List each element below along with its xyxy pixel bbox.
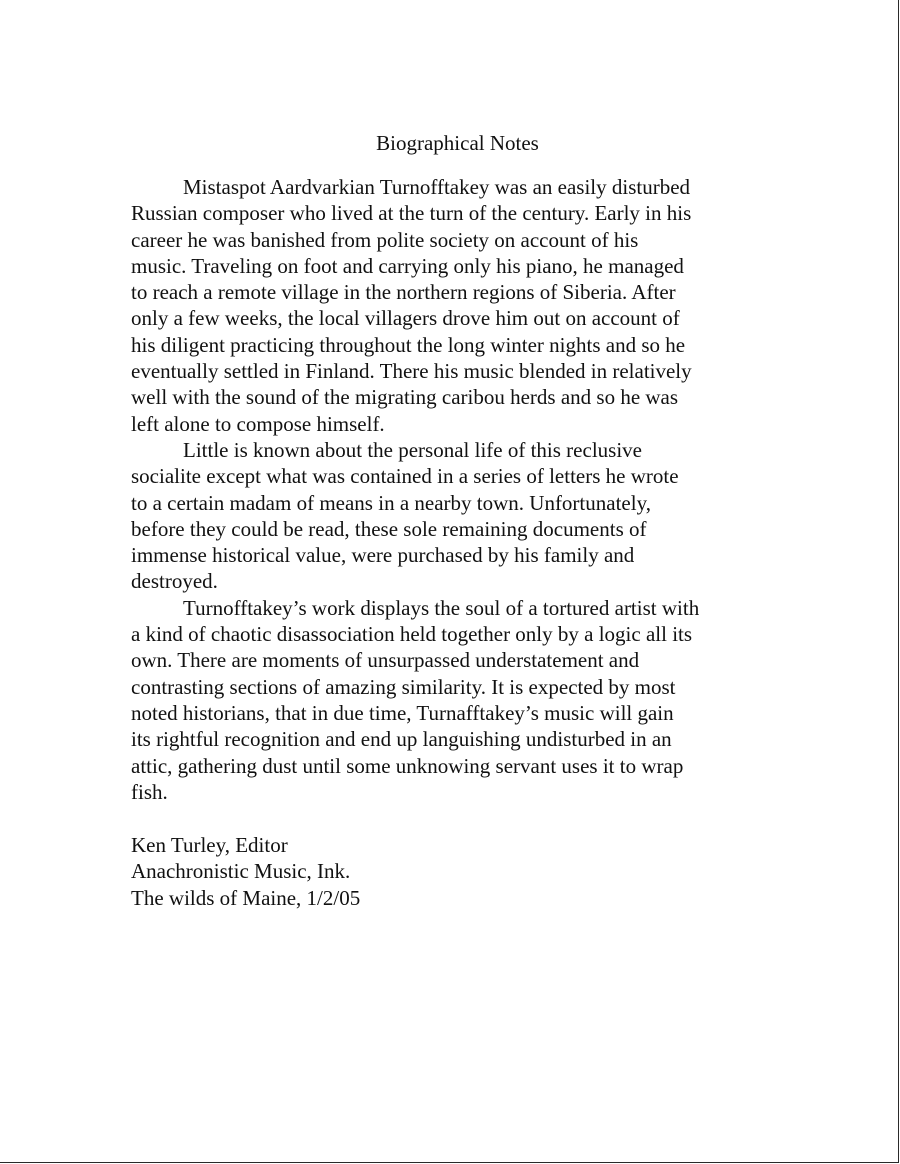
text-line: eventually settled in Finland. There his music blended in relatively: [131, 359, 692, 384]
text-line: music. Traveling on foot and carrying only his piano, he managed: [131, 253, 684, 278]
text-line: to a certain madam of means in a nearby town. Unfortunately,: [131, 490, 651, 515]
text-line: contrasting sections of amazing similarity. It is expected by most: [131, 674, 676, 699]
text-line: left alone to compose himself.: [131, 411, 385, 436]
text-line: a kind of chaotic disassociation held together only by a logic all its: [131, 622, 693, 647]
signature-block: [131, 832, 776, 911]
text-line: Mistaspot Aardvarkian Turnofftakey was an easily disturbed: [183, 175, 691, 199]
text-line: Little is known about the personal life of this reclusive: [183, 437, 642, 462]
text-line: well with the sound of the migrating caribou herds and so he was: [131, 385, 679, 410]
text-line: own. There are moments of unsurpassed understatement and: [131, 648, 640, 673]
text-line: destroyed.: [131, 569, 218, 594]
text-line: to reach a remote village in the northern regions of Siberia. After: [131, 280, 676, 305]
document-body: [131, 130, 776, 911]
paragraph-3: [131, 595, 776, 805]
paragraph-1: [131, 174, 776, 437]
text-line: noted historians, that in due time, Turnafftakey’s music will gain: [131, 700, 674, 725]
text-line: attic, gathering dust until some unknowing servant uses it to wrap: [131, 753, 684, 778]
text-line: fish.: [131, 779, 168, 804]
signature-place-date: The wilds of Maine, 1/2/05: [131, 885, 361, 910]
document-title: Biographical Notes: [376, 131, 539, 155]
paragraph-2: [131, 437, 776, 595]
text-line: career he was banished from polite society on account of his: [131, 227, 639, 252]
text-line: its rightful recognition and end up languishing undisturbed in an: [131, 727, 672, 752]
text-line: Turnofftakey’s work displays the soul of a tortured artist with: [183, 595, 700, 620]
text-line: immense historical value, were purchased by his family and: [131, 543, 635, 568]
signature-name: Ken Turley, Editor: [131, 833, 288, 858]
text-line: before they could be read, these sole remaining documents of: [131, 516, 647, 541]
signature-company: Anachronistic Music, Ink.: [131, 859, 351, 884]
text-line: Russian composer who lived at the turn of the century. Early in his: [131, 201, 692, 226]
text-line: his diligent practicing throughout the long winter nights and so he: [131, 332, 686, 357]
text-line: socialite except what was contained in a series of letters he wrote: [131, 464, 679, 489]
text-line: only a few weeks, the local villagers drove him out on account of: [131, 306, 680, 331]
